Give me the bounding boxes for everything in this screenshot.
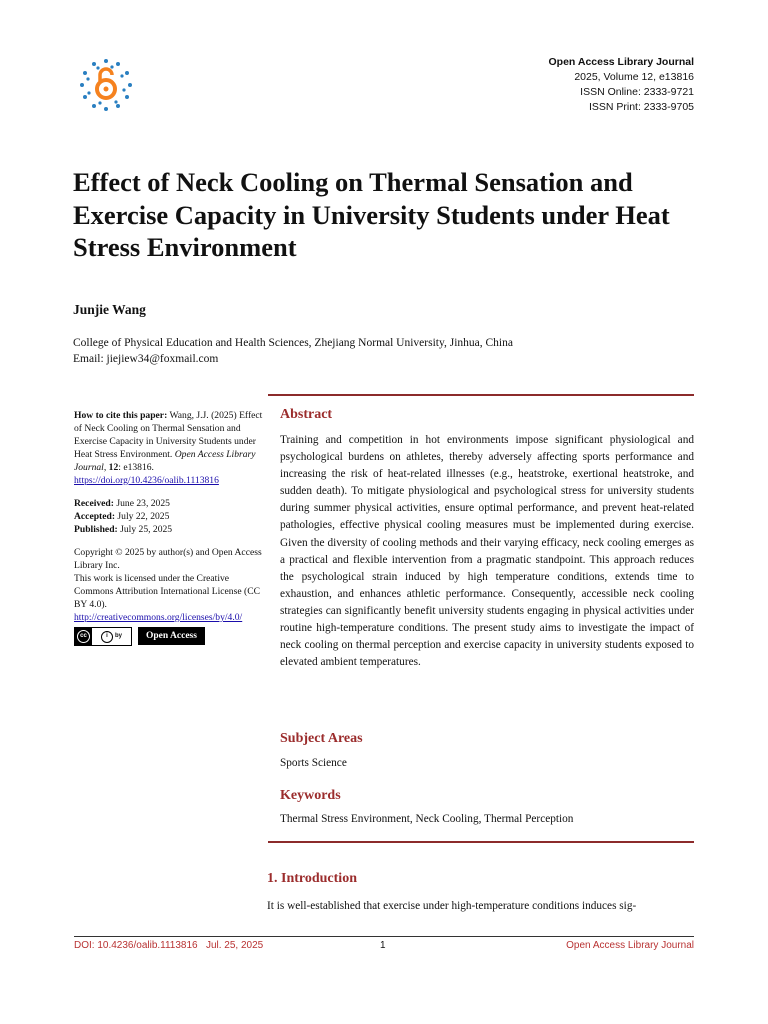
page-number: 1 [380,940,386,951]
cite-volume: 12 [108,462,119,473]
footer-journal: Open Access Library Journal [566,940,694,951]
license-text: This work is licensed under the Creative Commons Attribution International License (CC BY 4.0). [74,573,260,610]
license-block [74,546,264,646]
introduction-text: It is well-established that exercise under high-temperature conditions induces sig- [267,900,637,912]
copyright: Copyright © 2025 by author(s) and Open Access Library Inc. [74,547,262,571]
subject-areas-text: Sports Science [280,757,347,769]
affiliation-block [73,335,513,367]
abstract-bottom-rule [268,841,694,843]
open-access-badge: Open Access [138,627,205,645]
footer-doi-date [74,940,263,951]
dates-block [74,497,264,536]
cite-sep: , [103,462,109,473]
affiliation: College of Physical Education and Health Sciences, Zhejiang Normal University, Jinhua, China [73,337,513,349]
person-icon: i [101,631,113,643]
published-date: July 25, 2025 [117,524,173,535]
license-link[interactable]: http://creativecommons.org/licenses/by/4.0/ [74,612,243,623]
email: Email: jiejiew34@foxmail.com [73,353,219,365]
citation-block [74,409,264,487]
abstract-heading: Abstract [280,407,333,422]
keywords-heading: Keywords [280,788,341,803]
doi-link[interactable]: https://doi.org/10.4236/oalib.1113816 [74,475,219,486]
accepted-label: Accepted: [74,511,116,522]
cite-label: How to cite this paper: [74,410,168,421]
cite-journal: Open Access Library Journal [74,449,256,473]
published-label: Published: [74,524,118,535]
abstract-text: Training and competition in hot environments impose significant physiological and psychological burdens on athletes, thereby adversely affecting sports performance and increasing the risk of heat-related illnesses (e.g., heatstroke, exertional heatstroke, and sudden death). To mitigate physiological and psychological stress for university students during summer physical activities, ensure optimal performance, and prevent heat-related pathologies, effective physical cooling measures must be implemented during exercise. Given the diversity of cooling methods and their varying efficacy, neck cooling emerges as a practical and flexible intervention from a pragmatic standpoint. This approach reduces the psychological strain induced by high temperature conditions, extends time to exhaustion, and enhances athletic performance. Consequently, accessible neck cooling strategies can significantly benefit university students engaging in physical activities under routine high-temperature conditions. The present study aims to investigate the impact of neck cooling on thermal perception and exercise capacity in university students exposed to elevated ambient temperatures. [280,434,694,669]
footer-doi: DOI: 10.4236/oalib.1113816 [74,940,198,951]
author-name: Junjie Wang [73,302,146,317]
by-label: by [114,633,122,639]
cite-article: : e13816. [118,462,154,473]
abstract-top-rule [268,394,694,396]
issn-print: ISSN Print: 2333-9705 [588,101,694,113]
journal-name: Open Access Library Journal [548,56,694,68]
cite-text: Wang, J.J. (2025) Effect of Neck Cooling on Thermal Sensation and Exercise Capacity in University Students under Heat Stress Environment. [74,410,263,460]
footer-rule [74,936,694,937]
footer-date: Jul. 25, 2025 [205,940,264,951]
issn-online: ISSN Online: 2333-9721 [580,86,694,98]
received-label: Received: [74,498,114,509]
keywords-text: Thermal Stress Environment, Neck Cooling, Thermal Perception [280,813,574,825]
cc-icon: cc [77,630,90,643]
journal-info [549,55,695,115]
paper-title: Effect of Neck Cooling on Thermal Sensation and Exercise Capacity in University Students under Heat Stress Environment [73,167,670,262]
received-date: June 23, 2025 [113,498,170,509]
open-access-logo-icon [78,57,134,113]
introduction-heading: 1. Introduction [267,871,357,886]
subject-areas-heading: Subject Areas [280,731,363,746]
cc-by-badge [74,627,132,646]
journal-volume: 2025, Volume 12, e13816 [574,71,694,83]
sidebar [74,409,264,656]
accepted-date: July 22, 2025 [115,511,170,522]
